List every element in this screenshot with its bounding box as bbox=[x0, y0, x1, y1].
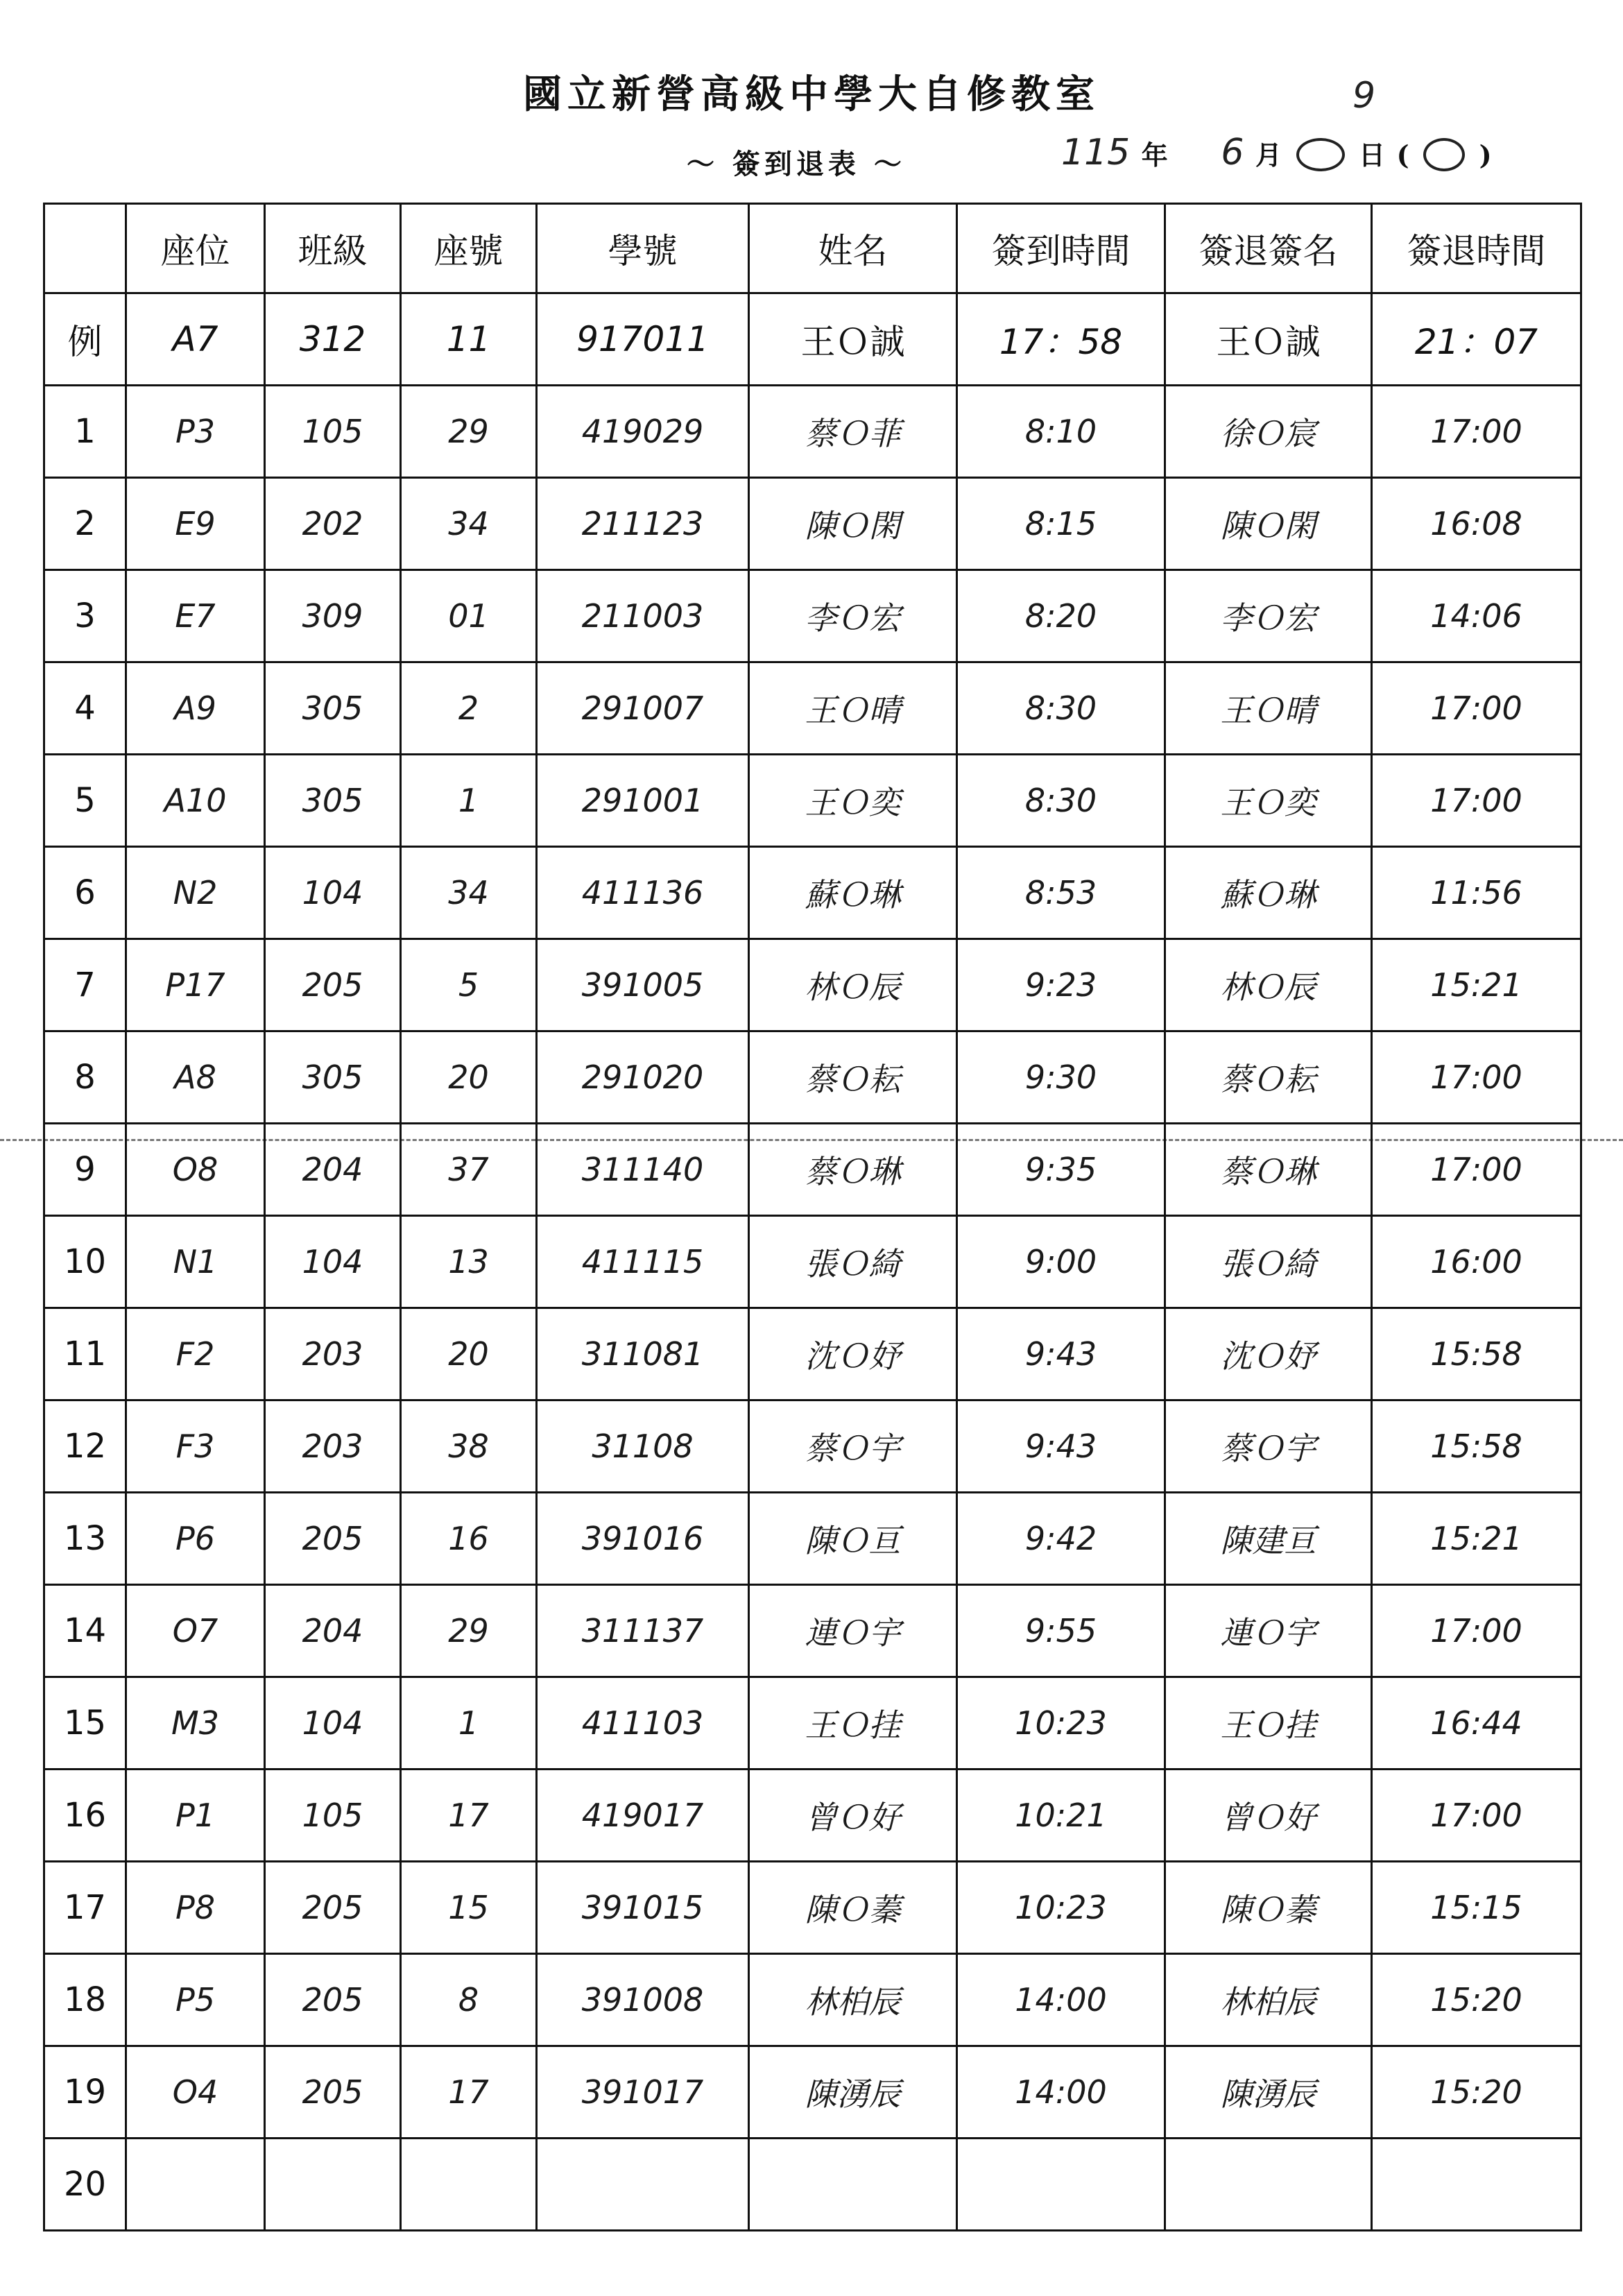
cell-sign-in: 8:20 bbox=[957, 570, 1165, 662]
cell-sign-out-name: 陳建亘 bbox=[1165, 1493, 1372, 1585]
col-header-class: 班級 bbox=[265, 204, 401, 293]
cell-number: 16 bbox=[401, 1493, 537, 1585]
cell-class: 202 bbox=[265, 478, 401, 570]
cell-index: 17 bbox=[44, 1862, 126, 1954]
cell-name: 蔡Ｏ琳 bbox=[749, 1124, 957, 1216]
cell-sign-out-name: 陳湧辰 bbox=[1165, 2046, 1372, 2139]
page-subtitle: ～ 簽到退表 ～ bbox=[687, 148, 906, 180]
cell-number: 29 bbox=[401, 1585, 537, 1677]
cell-number: 20 bbox=[401, 1031, 537, 1124]
cell-sign-out: 15:58 bbox=[1372, 1400, 1581, 1493]
cell-name: 蔡Ｏ宇 bbox=[749, 1400, 957, 1493]
cell-sign-out-name: 沈Ｏ妤 bbox=[1165, 1308, 1372, 1400]
cell-seat: M3 bbox=[126, 1677, 265, 1770]
cell-sign-in bbox=[957, 2139, 1165, 2231]
cell-sign-out: 15:20 bbox=[1372, 2046, 1581, 2139]
cell-sign-in: 8:30 bbox=[957, 755, 1165, 847]
cell-index: 1 bbox=[44, 386, 126, 478]
col-header-seat: 座位 bbox=[126, 204, 265, 293]
cell-student-id: 411115 bbox=[537, 1216, 749, 1308]
cell-student-id: 391017 bbox=[537, 2046, 749, 2139]
cell-student-id: 391008 bbox=[537, 1954, 749, 2046]
table-row bbox=[44, 2139, 1581, 2231]
table-row bbox=[44, 755, 1581, 847]
cell-sign-out-name: 曾Ｏ好 bbox=[1165, 1770, 1372, 1862]
cell-sign-out: 15:21 bbox=[1372, 939, 1581, 1031]
cell-sign-out-name: 蔡Ｏ耘 bbox=[1165, 1031, 1372, 1124]
cell-class bbox=[265, 2139, 401, 2231]
cell-sign-out-name: 徐Ｏ宸 bbox=[1165, 386, 1372, 478]
cell-index: 12 bbox=[44, 1400, 126, 1493]
table-row bbox=[44, 1124, 1581, 1216]
cell-name: 曾Ｏ好 bbox=[749, 1770, 957, 1862]
date-year: 115 bbox=[1061, 132, 1131, 173]
cell-name: 張Ｏ綺 bbox=[749, 1216, 957, 1308]
cell-number: 8 bbox=[401, 1954, 537, 2046]
cell-index: 20 bbox=[44, 2139, 126, 2231]
cell-sign-out-name: 王Ｏ誠 bbox=[1165, 293, 1372, 386]
cell-index: 8 bbox=[44, 1031, 126, 1124]
cell-sign-in: 9:43 bbox=[957, 1308, 1165, 1400]
cell-seat: A7 bbox=[126, 293, 265, 386]
cell-seat: P17 bbox=[126, 939, 265, 1031]
cell-index: 16 bbox=[44, 1770, 126, 1862]
cell-number: 37 bbox=[401, 1124, 537, 1216]
date-day-label: 日 bbox=[1359, 139, 1386, 171]
cell-student-id: 211003 bbox=[537, 570, 749, 662]
cell-class: 205 bbox=[265, 1954, 401, 2046]
cell-number: 20 bbox=[401, 1308, 537, 1400]
cell-name: 蔡Ｏ耘 bbox=[749, 1031, 957, 1124]
cell-sign-in: 14:00 bbox=[957, 1954, 1165, 2046]
cell-number: 2 bbox=[401, 662, 537, 755]
cell-class: 205 bbox=[265, 1493, 401, 1585]
cell-class: 105 bbox=[265, 386, 401, 478]
cell-index: 7 bbox=[44, 939, 126, 1031]
cell-sign-out: 15:21 bbox=[1372, 1493, 1581, 1585]
cell-sign-out-name: 陳Ｏ閑 bbox=[1165, 478, 1372, 570]
cell-student-id: 291020 bbox=[537, 1031, 749, 1124]
cell-class: 312 bbox=[265, 293, 401, 386]
cell-sign-out: 21：07 bbox=[1372, 293, 1581, 386]
cell-student-id: 391016 bbox=[537, 1493, 749, 1585]
cell-name: 王Ｏ晴 bbox=[749, 662, 957, 755]
cell-seat bbox=[126, 2139, 265, 2231]
cell-number: 15 bbox=[401, 1862, 537, 1954]
cell-number: 34 bbox=[401, 847, 537, 939]
table-row bbox=[44, 386, 1581, 478]
cell-class: 305 bbox=[265, 755, 401, 847]
cell-sign-in: 9:35 bbox=[957, 1124, 1165, 1216]
cell-student-id: 419017 bbox=[537, 1770, 749, 1862]
table-row bbox=[44, 1862, 1581, 1954]
cell-sign-in: 8:30 bbox=[957, 662, 1165, 755]
cell-student-id bbox=[537, 2139, 749, 2231]
cell-sign-out: 17:00 bbox=[1372, 662, 1581, 755]
cell-name: 李Ｏ宏 bbox=[749, 570, 957, 662]
cell-class: 205 bbox=[265, 2046, 401, 2139]
cell-student-id: 419029 bbox=[537, 386, 749, 478]
table-row bbox=[44, 478, 1581, 570]
table-row bbox=[44, 2046, 1581, 2139]
table-row bbox=[44, 1585, 1581, 1677]
cell-sign-out-name: 林Ｏ辰 bbox=[1165, 939, 1372, 1031]
cell-student-id: 291001 bbox=[537, 755, 749, 847]
cell-sign-in: 8:10 bbox=[957, 386, 1165, 478]
header-row bbox=[44, 204, 1581, 293]
cell-student-id: 31108 bbox=[537, 1400, 749, 1493]
cell-sign-in: 9:43 bbox=[957, 1400, 1165, 1493]
table-row bbox=[44, 1216, 1581, 1308]
cell-seat: P5 bbox=[126, 1954, 265, 2046]
cell-index: 4 bbox=[44, 662, 126, 755]
cell-seat: P8 bbox=[126, 1862, 265, 1954]
cell-name: 林柏辰 bbox=[749, 1954, 957, 2046]
page-title: 國立新營高級中學大自修教室 bbox=[523, 71, 1100, 117]
example-row bbox=[44, 293, 1581, 386]
cell-student-id: 411136 bbox=[537, 847, 749, 939]
cell-sign-out: 17:00 bbox=[1372, 1031, 1581, 1124]
cell-sign-out-name: 王Ｏ奕 bbox=[1165, 755, 1372, 847]
col-header-index bbox=[44, 204, 126, 293]
cell-sign-out: 16:44 bbox=[1372, 1677, 1581, 1770]
date-year-label: 年 bbox=[1141, 139, 1168, 171]
cell-index: 11 bbox=[44, 1308, 126, 1400]
cell-sign-out-name: 蘇Ｏ琳 bbox=[1165, 847, 1372, 939]
cell-index: 15 bbox=[44, 1677, 126, 1770]
cell-sign-out-name: 王Ｏ挂 bbox=[1165, 1677, 1372, 1770]
cell-class: 104 bbox=[265, 1677, 401, 1770]
cell-seat: N2 bbox=[126, 847, 265, 939]
sign-in-table bbox=[43, 203, 1582, 2231]
cell-name: 陳Ｏ亘 bbox=[749, 1493, 957, 1585]
date-day-scribble bbox=[1296, 138, 1345, 171]
cell-sign-out-name: 王Ｏ晴 bbox=[1165, 662, 1372, 755]
cell-sign-out: 15:58 bbox=[1372, 1308, 1581, 1400]
cell-name: 林Ｏ辰 bbox=[749, 939, 957, 1031]
cell-seat: E9 bbox=[126, 478, 265, 570]
cell-sign-out: 15:20 bbox=[1372, 1954, 1581, 2046]
cell-index: 19 bbox=[44, 2046, 126, 2139]
cell-seat: O7 bbox=[126, 1585, 265, 1677]
cell-number: 29 bbox=[401, 386, 537, 478]
cell-student-id: 311140 bbox=[537, 1124, 749, 1216]
cell-number: 5 bbox=[401, 939, 537, 1031]
cell-name: 王Ｏ誠 bbox=[749, 293, 957, 386]
cell-seat: N1 bbox=[126, 1216, 265, 1308]
cell-index: 10 bbox=[44, 1216, 126, 1308]
cell-student-id: 391015 bbox=[537, 1862, 749, 1954]
cell-number: 34 bbox=[401, 478, 537, 570]
col-header-sign-out: 簽退時間 bbox=[1372, 204, 1581, 293]
cell-sign-out: 14:06 bbox=[1372, 570, 1581, 662]
cell-sign-out-name: 蔡Ｏ琳 bbox=[1165, 1124, 1372, 1216]
cell-sign-in: 9:23 bbox=[957, 939, 1165, 1031]
cell-name: 蘇Ｏ琳 bbox=[749, 847, 957, 939]
table-row bbox=[44, 1677, 1581, 1770]
cell-sign-in: 9:30 bbox=[957, 1031, 1165, 1124]
cell-student-id: 291007 bbox=[537, 662, 749, 755]
cell-sign-out bbox=[1372, 2139, 1581, 2231]
cell-sign-out: 15:15 bbox=[1372, 1862, 1581, 1954]
table-row bbox=[44, 847, 1581, 939]
cell-name: 陳Ｏ蓁 bbox=[749, 1862, 957, 1954]
table-row bbox=[44, 1770, 1581, 1862]
cell-name bbox=[749, 2139, 957, 2231]
cell-seat: A8 bbox=[126, 1031, 265, 1124]
cell-index: 例 bbox=[44, 293, 126, 386]
cell-name: 連Ｏ宇 bbox=[749, 1585, 957, 1677]
date-weekday-scribble bbox=[1423, 138, 1465, 171]
cell-seat: F2 bbox=[126, 1308, 265, 1400]
cell-sign-in: 9:55 bbox=[957, 1585, 1165, 1677]
cell-name: 王Ｏ挂 bbox=[749, 1677, 957, 1770]
cell-seat: O4 bbox=[126, 2046, 265, 2139]
cell-seat: P1 bbox=[126, 1770, 265, 1862]
cell-sign-in: 9:42 bbox=[957, 1493, 1165, 1585]
cell-sign-in: 9:00 bbox=[957, 1216, 1165, 1308]
cell-seat: O8 bbox=[126, 1124, 265, 1216]
cell-name: 蔡Ｏ菲 bbox=[749, 386, 957, 478]
cell-sign-out: 17:00 bbox=[1372, 386, 1581, 478]
cell-sign-out: 16:00 bbox=[1372, 1216, 1581, 1308]
cell-sign-out-name: 李Ｏ宏 bbox=[1165, 570, 1372, 662]
col-header-sign-in: 簽到時間 bbox=[957, 204, 1165, 293]
cell-name: 陳湧辰 bbox=[749, 2046, 957, 2139]
cell-sign-out: 16:08 bbox=[1372, 478, 1581, 570]
col-header-sign-out-name: 簽退簽名 bbox=[1165, 204, 1372, 293]
table-row bbox=[44, 939, 1581, 1031]
cell-number: 11 bbox=[401, 293, 537, 386]
cell-number: 17 bbox=[401, 1770, 537, 1862]
table-row bbox=[44, 1400, 1581, 1493]
cell-number: 17 bbox=[401, 2046, 537, 2139]
date-month: 6 bbox=[1221, 132, 1244, 173]
cell-number: 1 bbox=[401, 755, 537, 847]
cell-seat: F3 bbox=[126, 1400, 265, 1493]
cell-class: 204 bbox=[265, 1124, 401, 1216]
date-weekday-open: ( bbox=[1396, 139, 1409, 171]
cell-class: 305 bbox=[265, 662, 401, 755]
cell-sign-in: 8:15 bbox=[957, 478, 1165, 570]
cell-seat: P3 bbox=[126, 386, 265, 478]
cell-class: 203 bbox=[265, 1400, 401, 1493]
cell-seat: E7 bbox=[126, 570, 265, 662]
col-header-name: 姓名 bbox=[749, 204, 957, 293]
cell-number bbox=[401, 2139, 537, 2231]
cell-sign-out-name: 陳Ｏ蓁 bbox=[1165, 1862, 1372, 1954]
cell-number: 13 bbox=[401, 1216, 537, 1308]
cell-sign-in: 17：58 bbox=[957, 293, 1165, 386]
cell-sign-in: 8:53 bbox=[957, 847, 1165, 939]
cell-sign-out-name bbox=[1165, 2139, 1372, 2231]
cell-class: 104 bbox=[265, 847, 401, 939]
top-right-number: 9 bbox=[1352, 75, 1376, 117]
cell-number: 38 bbox=[401, 1400, 537, 1493]
cell-student-id: 211123 bbox=[537, 478, 749, 570]
cell-index: 6 bbox=[44, 847, 126, 939]
cell-seat: A10 bbox=[126, 755, 265, 847]
cell-sign-out: 17:00 bbox=[1372, 1124, 1581, 1216]
cell-sign-out-name: 林柏辰 bbox=[1165, 1954, 1372, 2046]
cell-class: 205 bbox=[265, 1862, 401, 1954]
cell-class: 105 bbox=[265, 1770, 401, 1862]
cell-sign-in: 14:00 bbox=[957, 2046, 1165, 2139]
cell-sign-out-name: 連Ｏ宇 bbox=[1165, 1585, 1372, 1677]
cell-index: 13 bbox=[44, 1493, 126, 1585]
cell-seat: A9 bbox=[126, 662, 265, 755]
date-line bbox=[1061, 132, 1492, 173]
col-header-number: 座號 bbox=[401, 204, 537, 293]
cell-sign-out: 17:00 bbox=[1372, 1770, 1581, 1862]
cell-class: 305 bbox=[265, 1031, 401, 1124]
cell-index: 3 bbox=[44, 570, 126, 662]
cell-index: 18 bbox=[44, 1954, 126, 2046]
cell-student-id: 411103 bbox=[537, 1677, 749, 1770]
cell-index: 5 bbox=[44, 755, 126, 847]
table-row bbox=[44, 1031, 1581, 1124]
cell-name: 沈Ｏ妤 bbox=[749, 1308, 957, 1400]
cell-class: 104 bbox=[265, 1216, 401, 1308]
cell-sign-in: 10:21 bbox=[957, 1770, 1165, 1862]
cell-index: 14 bbox=[44, 1585, 126, 1677]
cell-sign-out-name: 蔡Ｏ宇 bbox=[1165, 1400, 1372, 1493]
table-row bbox=[44, 662, 1581, 755]
cell-sign-out: 11:56 bbox=[1372, 847, 1581, 939]
cell-name: 陳Ｏ閑 bbox=[749, 478, 957, 570]
cell-number: 01 bbox=[401, 570, 537, 662]
date-month-label: 月 bbox=[1255, 139, 1282, 171]
cell-sign-out: 17:00 bbox=[1372, 755, 1581, 847]
table-row bbox=[44, 1954, 1581, 2046]
cell-seat: P6 bbox=[126, 1493, 265, 1585]
cell-student-id: 391005 bbox=[537, 939, 749, 1031]
cell-sign-in: 10:23 bbox=[957, 1862, 1165, 1954]
cell-index: 2 bbox=[44, 478, 126, 570]
cell-class: 205 bbox=[265, 939, 401, 1031]
cell-sign-out: 17:00 bbox=[1372, 1585, 1581, 1677]
cell-student-id: 311137 bbox=[537, 1585, 749, 1677]
cell-class: 203 bbox=[265, 1308, 401, 1400]
cell-student-id: 917011 bbox=[537, 293, 749, 386]
table-row bbox=[44, 570, 1581, 662]
cell-sign-in: 10:23 bbox=[957, 1677, 1165, 1770]
table-row bbox=[44, 1493, 1581, 1585]
cell-class: 309 bbox=[265, 570, 401, 662]
table-row bbox=[44, 1308, 1581, 1400]
cell-student-id: 311081 bbox=[537, 1308, 749, 1400]
cell-number: 1 bbox=[401, 1677, 537, 1770]
date-weekday-close: ) bbox=[1479, 139, 1492, 171]
cell-index: 9 bbox=[44, 1124, 126, 1216]
col-header-student-id: 學號 bbox=[537, 204, 749, 293]
cell-name: 王Ｏ奕 bbox=[749, 755, 957, 847]
cell-class: 204 bbox=[265, 1585, 401, 1677]
cell-sign-out-name: 張Ｏ綺 bbox=[1165, 1216, 1372, 1308]
